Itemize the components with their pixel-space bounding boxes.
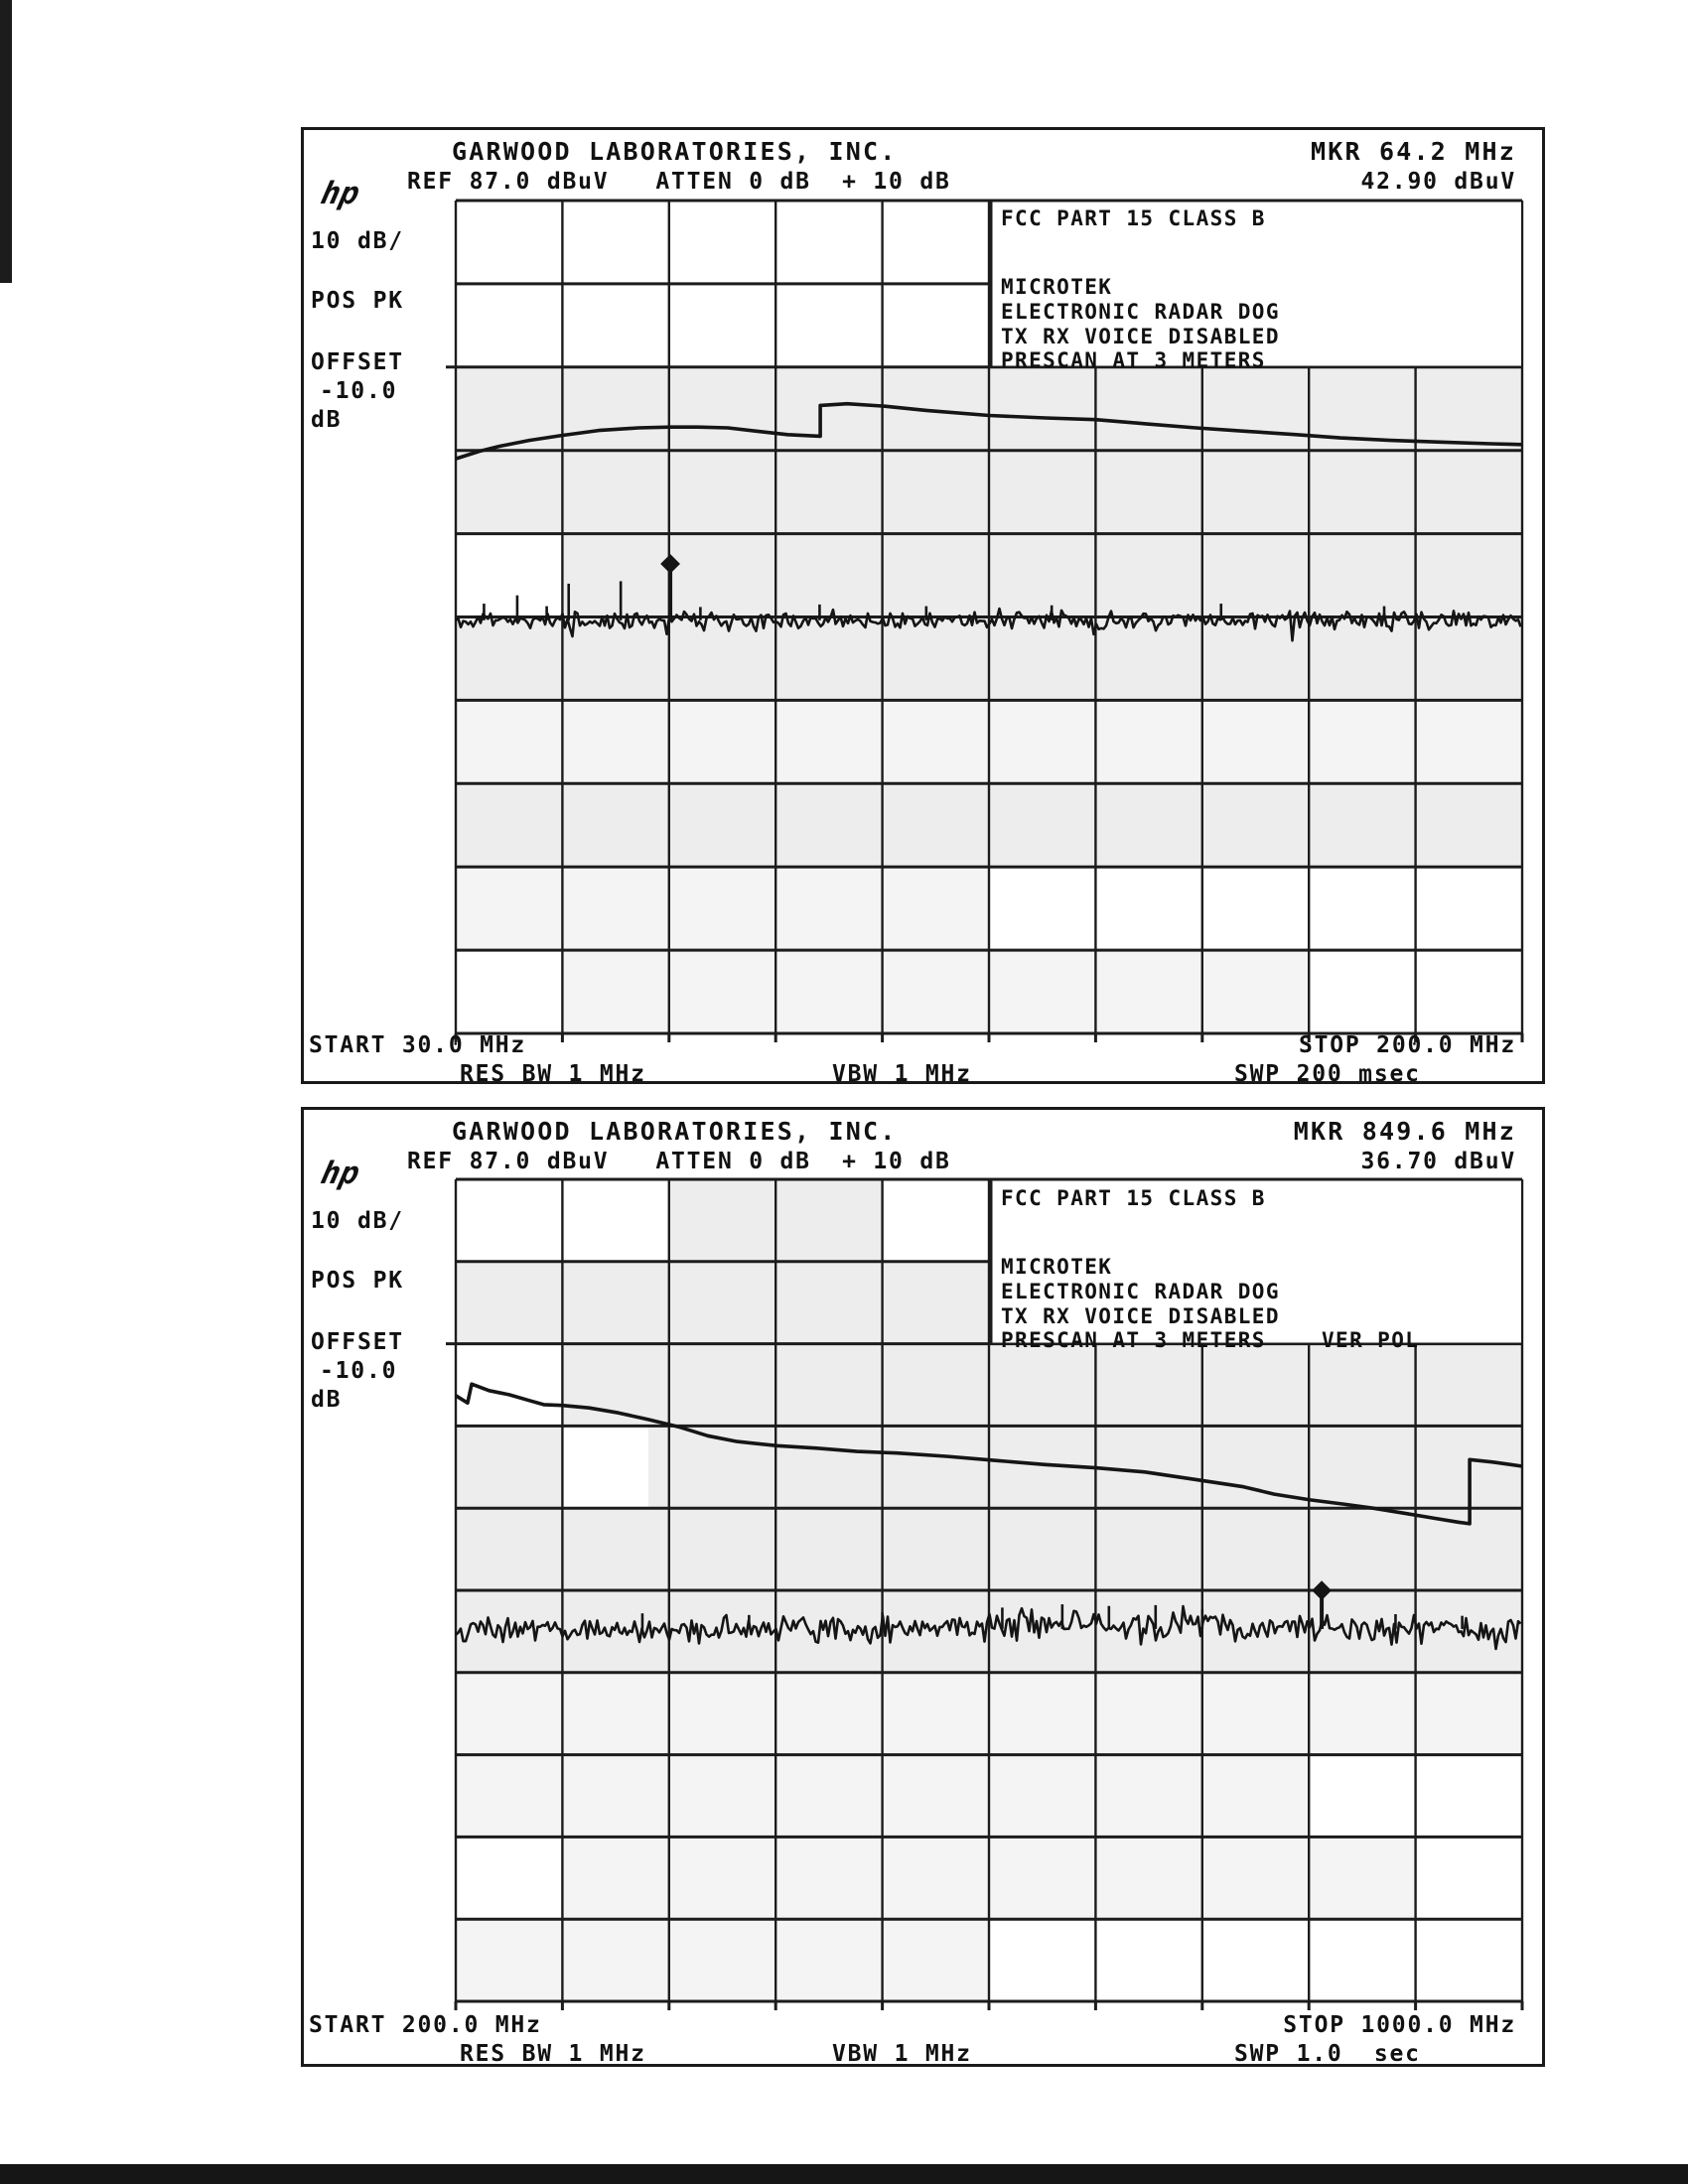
- annotation-manufacturer: MICROTEK: [1001, 275, 1113, 299]
- annotation-distance-polarization: PRESCAN AT 3 METERS VER POL: [1001, 1328, 1420, 1352]
- start-frequency-label: START 200.0 MHz: [309, 2012, 542, 2038]
- annotation-device: ELECTRONIC RADAR DOG: [1001, 1280, 1280, 1303]
- annotation-distance: PRESCAN AT 3 METERS: [1001, 348, 1266, 372]
- hp-logo: hp: [317, 176, 363, 211]
- stop-frequency-label: STOP 200.0 MHz: [1298, 1032, 1516, 1058]
- marker-amplitude-readout: 42.90 dBuV: [1360, 169, 1516, 195]
- spectrum-grid-canvas-lower: [304, 1110, 1542, 2067]
- offset-unit-label: dB: [311, 1387, 343, 1413]
- scale-per-div-label: 10 dB/: [311, 1208, 404, 1234]
- res-bw-label: RES BW 1 MHz: [460, 1061, 646, 1087]
- vbw-label: VBW 1 MHz: [832, 2041, 972, 2067]
- annotation-device: ELECTRONIC RADAR DOG: [1001, 300, 1280, 324]
- spectrum-grid-canvas-upper: [304, 130, 1542, 1081]
- annotation-condition: TX RX VOICE DISABLED: [1001, 1304, 1280, 1328]
- reference-level-readout: REF 87.0 dBuV ATTEN 0 dB + 10 dB: [407, 1149, 951, 1174]
- offset-label: OFFSET: [311, 1329, 404, 1355]
- offset-value-label: -10.0: [320, 1358, 398, 1384]
- marker-frequency-readout: MKR 64.2 MHz: [1310, 137, 1516, 166]
- sweep-time-label: SWP 200 msec: [1234, 1061, 1421, 1087]
- stop-frequency-label: STOP 1000.0 MHz: [1283, 2012, 1516, 2038]
- annotation-condition: TX RX VOICE DISABLED: [1001, 325, 1280, 348]
- annotation-test-standard: FCC PART 15 CLASS B: [1001, 206, 1266, 230]
- reference-level-readout: REF 87.0 dBuV ATTEN 0 dB + 10 dB: [407, 169, 951, 195]
- spectrum-plot-upper: [301, 127, 1545, 1087]
- marker-frequency-readout: MKR 849.6 MHz: [1293, 1117, 1516, 1146]
- res-bw-label: RES BW 1 MHz: [460, 2041, 646, 2067]
- offset-unit-label: dB: [311, 407, 343, 433]
- sweep-time-label: SWP 1.0 sec: [1234, 2041, 1421, 2067]
- start-frequency-label: START 30.0 MHz: [309, 1032, 527, 1058]
- lab-title: GARWOOD LABORATORIES, INC.: [452, 1117, 898, 1146]
- annotation-test-standard: FCC PART 15 CLASS B: [1001, 1186, 1266, 1210]
- detector-mode-label: POS PK: [311, 1268, 404, 1294]
- scan-artifact-bottom-bar: [0, 2164, 1688, 2184]
- scale-per-div-label: 10 dB/: [311, 228, 404, 254]
- vbw-label: VBW 1 MHz: [832, 1061, 972, 1087]
- offset-label: OFFSET: [311, 349, 404, 375]
- hp-logo: hp: [317, 1156, 363, 1191]
- detector-mode-label: POS PK: [311, 288, 404, 314]
- spectrum-plot-lower: [301, 1107, 1545, 2067]
- scan-artifact-left-strip: [0, 0, 12, 283]
- annotation-manufacturer: MICROTEK: [1001, 1255, 1113, 1279]
- marker-amplitude-readout: 36.70 dBuV: [1360, 1149, 1516, 1174]
- offset-value-label: -10.0: [320, 378, 398, 404]
- lab-title: GARWOOD LABORATORIES, INC.: [452, 137, 898, 166]
